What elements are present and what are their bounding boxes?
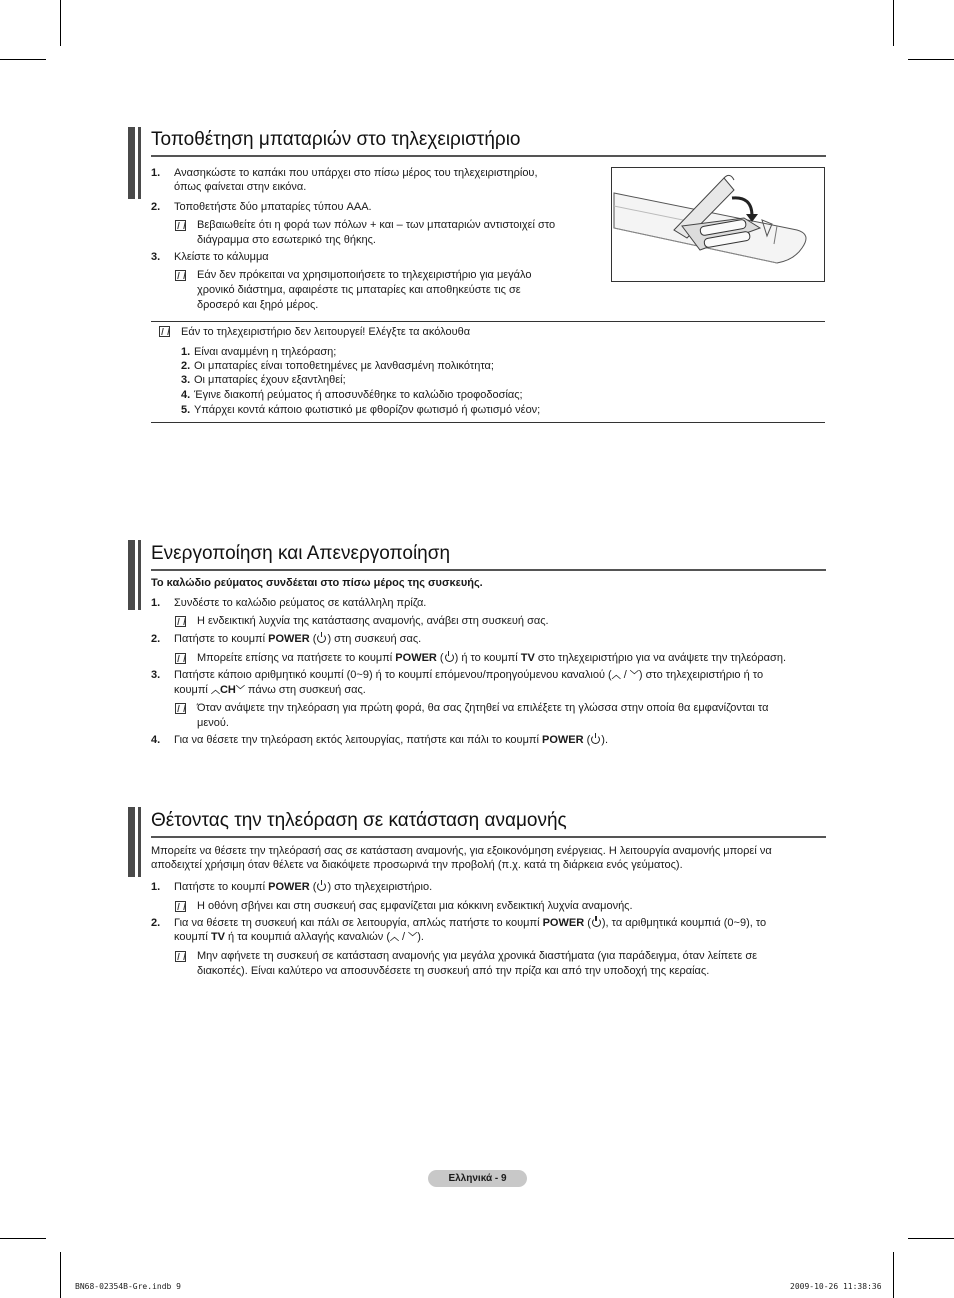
crop-mark xyxy=(908,1238,954,1239)
step-number: 1. xyxy=(151,881,161,893)
step-text: Πατήστε το κουμπί POWER ( ) στη συσκευή σας. xyxy=(174,633,422,645)
power-icon xyxy=(317,634,326,643)
crop-mark xyxy=(908,59,954,60)
note-icon xyxy=(159,326,170,337)
step-text: Ανασηκώστε το καπάκι που υπάρχει στο πίσω μέρος του τηλεχειριστηρίου, xyxy=(174,167,538,179)
note-text: Μην αφήνετε τη συσκευή σε κατάσταση αναμονής για μεγάλα χρονικά διαστήματα (για παράδειγμα, όταν λείπετε σε xyxy=(197,950,758,962)
list-number: 2. xyxy=(181,360,191,372)
list-number: 4. xyxy=(181,389,191,401)
chevron-down-icon: ﹀ xyxy=(235,685,245,695)
power-icon xyxy=(591,735,600,744)
crop-mark xyxy=(893,1252,894,1298)
section-title: Ενεργοποίηση και Απενεργοποίηση xyxy=(151,543,451,564)
crop-mark xyxy=(60,1252,61,1298)
note-text: μενού. xyxy=(197,717,229,729)
chevron-up-icon: ︿ xyxy=(389,932,399,942)
step-text: Πατήστε το κουμπί POWER ( ) στο τηλεχειριστήριο. xyxy=(174,881,433,893)
divider xyxy=(151,422,825,423)
step-number: 3. xyxy=(151,251,161,263)
remote-control-icon xyxy=(612,168,824,281)
crop-mark xyxy=(60,0,61,46)
list-item: Οι μπαταρίες είναι τοποθετημένες με λανθασμένη πολικότητα; xyxy=(194,360,494,372)
power-icon xyxy=(445,653,454,662)
step-text: Για να θέσετε την τηλεόραση εκτός λειτουργίας, πατήστε και πάλι το κουμπί POWER ( ). xyxy=(174,734,609,746)
note-text: Η οθόνη σβήνει και στη συσκευή σας εμφανίζεται μια κόκκινη ενδεικτική λυχνία αναμονής. xyxy=(197,900,633,912)
troubleshoot-heading: Εάν το τηλεχειριστήριο δεν λειτουργεί! Ελέγξτε τα ακόλουθα xyxy=(181,326,471,338)
chevron-down-icon: ﹀ xyxy=(408,932,418,942)
note-text: διάγραμμα στο εσωτερικό της θήκης. xyxy=(197,234,376,246)
step-text: Συνδέστε το καλώδιο ρεύματος σε κατάλληλη πρίζα. xyxy=(174,597,427,609)
note-text: διακοπές). Είναι καλύτερο να αποσυνδέσετε τη συσκευή από την πρίζα και από την υποδοχή της κεραίας. xyxy=(197,965,710,977)
step-number: 1. xyxy=(151,167,161,179)
list-item: Οι μπαταρίες έχουν εξαντληθεί; xyxy=(194,374,346,386)
power-icon xyxy=(592,918,601,927)
intro-text: Το καλώδιο ρεύματος συνδέεται στο πίσω μέρος της συσκευής. xyxy=(151,577,483,589)
step-text: κουμπί ︿CH﹀ πάνω στη συσκευή σας. xyxy=(174,684,366,696)
list-number: 5. xyxy=(181,404,191,416)
remote-battery-illustration xyxy=(611,167,825,282)
note-icon xyxy=(175,270,186,281)
note-text: δροσερό και ξηρό μέρος. xyxy=(197,299,319,311)
step-text: Τοποθετήστε δύο μπαταρίες τύπου AAA. xyxy=(174,201,372,213)
step-number: 1. xyxy=(151,597,161,609)
power-icon xyxy=(317,882,326,891)
note-text: Όταν ανάψετε την τηλεόραση για πρώτη φορά, θα σας ζητηθεί να επιλέξετε τη γλώσσα στην οποία θα εμφανίζονται τα xyxy=(197,702,769,714)
step-number: 2. xyxy=(151,633,161,645)
step-text: όπως φαίνεται στην εικόνα. xyxy=(174,181,307,193)
divider xyxy=(151,321,825,322)
note-icon xyxy=(175,220,186,231)
chevron-up-icon: ︿ xyxy=(210,685,220,695)
crop-mark xyxy=(0,59,46,60)
chevron-down-icon: ﹀ xyxy=(629,670,639,680)
note-icon xyxy=(175,703,186,714)
chevron-up-icon: ︿ xyxy=(611,670,621,680)
step-text: Κλείστε το κάλυμμα xyxy=(174,251,269,263)
step-text: Πατήστε κάποιο αριθμητικό κουμπί (0~9) ή το κουμπί επόμενου/προηγούμενου καναλιού (︿ / ﹀) στο τηλεχειριστήριο ή το xyxy=(174,669,764,681)
step-text: κουμπί TV ή τα κουμπιά αλλαγής καναλιών (︿ / ﹀). xyxy=(174,931,424,943)
step-number: 2. xyxy=(151,917,161,929)
intro-text: αποδειχτεί χρήσιμη όταν θέλετε να διακόψετε προσωρινά την προβολή (π.χ. κατά τη διάρκεια ενός γεύματος). xyxy=(151,859,683,871)
section-title: Τοποθέτηση μπαταριών στο τηλεχειριστήριο xyxy=(151,129,521,150)
intro-text: Μπορείτε να θέσετε την τηλεόρασή σας σε κατάσταση αναμονής, για εξοικονόμηση ενέργειας. Η λειτουργία αναμονής μπορεί να xyxy=(151,845,772,857)
list-item: Είναι αναμμένη η τηλεόραση; xyxy=(194,346,337,358)
crop-mark xyxy=(893,0,894,46)
list-number: 1. xyxy=(181,346,191,358)
step-number: 4. xyxy=(151,734,161,746)
step-number: 3. xyxy=(151,669,161,681)
list-item: Έγινε διακοπή ρεύματος ή αποσυνδέθηκε το καλώδιο τροφοδοσίας; xyxy=(194,389,523,401)
note-icon xyxy=(175,951,186,962)
step-text: Για να θέσετε τη συσκευή και πάλι σε λειτουργία, απλώς πατήστε το κουμπί POWER ( ), τα αριθμητικά κουμπιά (0~9), το xyxy=(174,917,767,929)
page-number-badge: Ελληνικά - 9 xyxy=(428,1170,527,1187)
crop-mark xyxy=(0,1238,46,1239)
print-timestamp: 2009-10-26 11:38:36 xyxy=(790,1282,882,1291)
step-number: 2. xyxy=(151,201,161,213)
list-item: Υπάρχει κοντά κάποιο φωτιστικό με φθορίζον φωτισμό ή φωτισμό νέον; xyxy=(194,404,541,416)
note-text: Εάν δεν πρόκειται να χρησιμοποιήσετε το τηλεχειριστήριο για μεγάλο xyxy=(197,269,532,281)
note-icon xyxy=(175,653,186,664)
note-text: Η ενδεικτική λυχνία της κατάστασης αναμονής, ανάβει στη συσκευή σας. xyxy=(197,615,549,627)
note-text: Βεβαιωθείτε ότι η φορά των πόλων + και – των μπαταριών αντιστοιχεί στο xyxy=(197,219,556,231)
note-text: Μπορείτε επίσης να πατήσετε το κουμπί POWER ( ) ή το κουμπί TV στο τηλεχειριστήριο για να ανάψετε την τηλεόραση. xyxy=(197,652,786,664)
section-title: Θέτοντας την τηλεόραση σε κατάσταση αναμονής xyxy=(151,810,567,831)
print-filename: BN68-02354B-Gre.indb 9 xyxy=(75,1282,181,1291)
note-text: χρονικό διάστημα, αφαιρέστε τις μπαταρίες και αποθηκεύστε τις σε xyxy=(197,284,521,296)
list-number: 3. xyxy=(181,374,191,386)
note-icon xyxy=(175,616,186,627)
note-icon xyxy=(175,901,186,912)
